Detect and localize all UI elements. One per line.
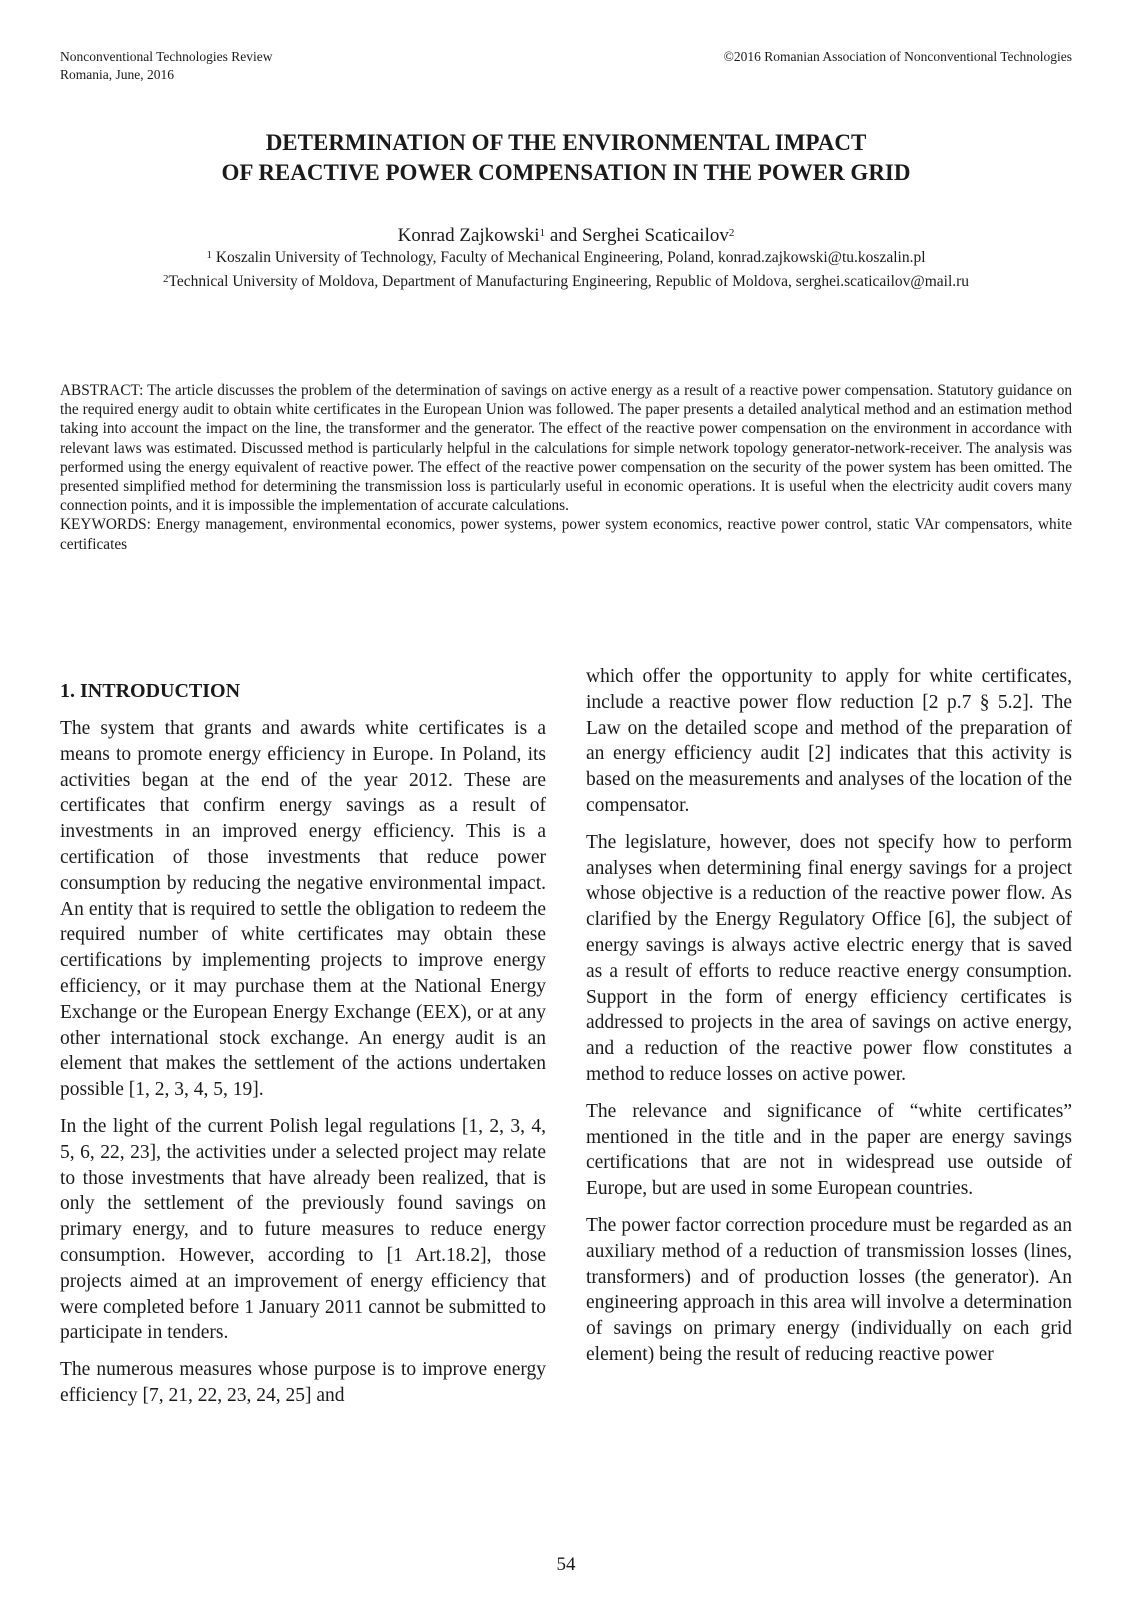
author-affiliation-marker-1: 1 <box>539 227 546 239</box>
paper-title <box>60 128 1072 188</box>
abstract-block <box>60 381 1072 554</box>
affiliation-1 <box>40 248 1092 268</box>
affiliation-marker: 2 <box>162 273 169 285</box>
body-paragraph: The power factor correction procedure must be regarded as an auxiliary method of a reduction of transmission losses (lines, transformers) and of production losses (the generator). An engineering approach in this area will involve a determination of savings on primary energy (individually on each grid element) being the result of reducing reactive power <box>586 1214 1072 1365</box>
journal-location-date: Romania, June, 2016 <box>60 67 174 82</box>
body-paragraph: The system that grants and awards white certificates is a means to promote energy efficiency in Europe. In Poland, its activities began at the end of the year 2012. These are certificates that confirm energy savings as a result of investments in an improved energy efficiency. This is a certification of those investments that reduce power consumption by reducing the negative environmental impact. An entity that is required to settle the obligation to redeem the required number of white certificates may obtain these certifications by implementing projects to improve energy efficiency, or it may purchase them at the National Energy Exchange or the European Energy Exchange (EEX), or at any other international stock exchange. An energy audit is an element that makes the settlement of the actions undertaken possible [1, 2, 3, 4, 5, 19]. <box>60 718 546 1101</box>
author-name-2: Serghei Scaticailov <box>582 225 729 246</box>
abstract-text: ABSTRACT: The article discusses the problem of the determination of savings on active energy as a result of a reactive power compensation. Statutory guidance on the required energy audit to obtain white certificates in the European Union was followed. The paper presents a detailed analytical method and an estimation method taking into account the impact on the line, the transformer and the generator. The effect of the reactive power compensation on the environment in accordance with relevant laws was estimated. Discussed method is particularly helpful in the calculations for simple network topology generator-network-receiver. The analysis was performed using the energy equivalent of reactive power. The effect of the reactive power compensation on the security of the power system has been omitted. The presented simplified method for determining the transmission loss is particularly useful in economic operations. It is useful when the electricity audit covers many connection points, and it is impossible the implementation of accurate calculations. <box>60 382 1072 515</box>
paper-title-line-1: DETERMINATION OF THE ENVIRONMENTAL IMPACT <box>265 130 867 155</box>
keywords-text: KEYWORDS: Energy management, environmental economics, power systems, power system economics, reactive power control, static VAr compensators, white certificates <box>60 516 1072 553</box>
right-column <box>586 664 1072 1379</box>
body-paragraph: The relevance and significance of “white certificates” mentioned in the title and in the paper are energy savings certifications that are not in widespread use outside of Europe, but are used in some European countries. <box>586 1100 1072 1200</box>
author-list <box>60 224 1072 248</box>
author-name-1: Konrad Zajkowski <box>397 225 540 246</box>
copyright-notice: ©2016 Romanian Association of Nonconventional Technologies <box>723 49 1072 64</box>
journal-name: Nonconventional Technologies Review <box>60 49 273 64</box>
paper-title-line-2: OF REACTIVE POWER COMPENSATION IN THE POWER GRID <box>221 160 911 185</box>
page-number: 54 <box>556 1554 576 1575</box>
affiliation-text: Technical University of Moldova, Department of Manufacturing Engineering, Republic of Moldova, serghei.scaticailov@mail.ru <box>168 273 970 290</box>
body-paragraph: which offer the opportunity to apply for white certificates, include a reactive power flow reduction [2 p.7 § 5.2]. The Law on the detailed scope and method of the preparation of an energy efficiency audit [2] indicates that this activity is based on the measurements and analyses of the location of the compensator. <box>586 666 1072 816</box>
section-heading: 1. INTRODUCTION <box>60 680 241 702</box>
author-conjunction: and <box>545 225 582 246</box>
running-header-left <box>60 48 273 84</box>
left-column <box>60 672 546 1420</box>
body-paragraph: The numerous measures whose purpose is to improve energy efficiency [7, 21, 22, 23, 24, 25] and <box>60 1359 546 1406</box>
affiliation-marker: 1 <box>206 249 212 261</box>
affiliation-2 <box>40 272 1092 292</box>
affiliation-text: Koszalin University of Technology, Faculty of Mechanical Engineering, Poland, konrad.zajkowski@tu.koszalin.pl <box>211 249 926 266</box>
body-paragraph: In the light of the current Polish legal regulations [1, 2, 3, 4, 5, 6, 22, 23], the activities under a selected project may relate to those investments that have already been realized, that is only the settlement of the previously found savings on primary energy, and to future measures to reduce energy consumption. However, according to [1 Art.18.2], those projects aimed at an improvement of energy efficiency that were completed before 1 January 2011 cannot be submitted to participate in tenders. <box>60 1115 546 1344</box>
author-affiliation-marker-2: 2 <box>728 227 735 239</box>
body-paragraph: The legislature, however, does not specify how to perform analyses when determining final energy savings for a project whose objective is a reduction of the reactive power flow. As clarified by the Energy Regulatory Office [6], the subject of energy savings is always active electric energy that is saved as a result of efforts to reduce reactive energy consumption. Support in the form of energy efficiency certificates is addressed to projects in the area of savings on active energy, and a reduction of the reactive power flow constitutes a method to reduce losses on active power. <box>586 831 1072 1085</box>
